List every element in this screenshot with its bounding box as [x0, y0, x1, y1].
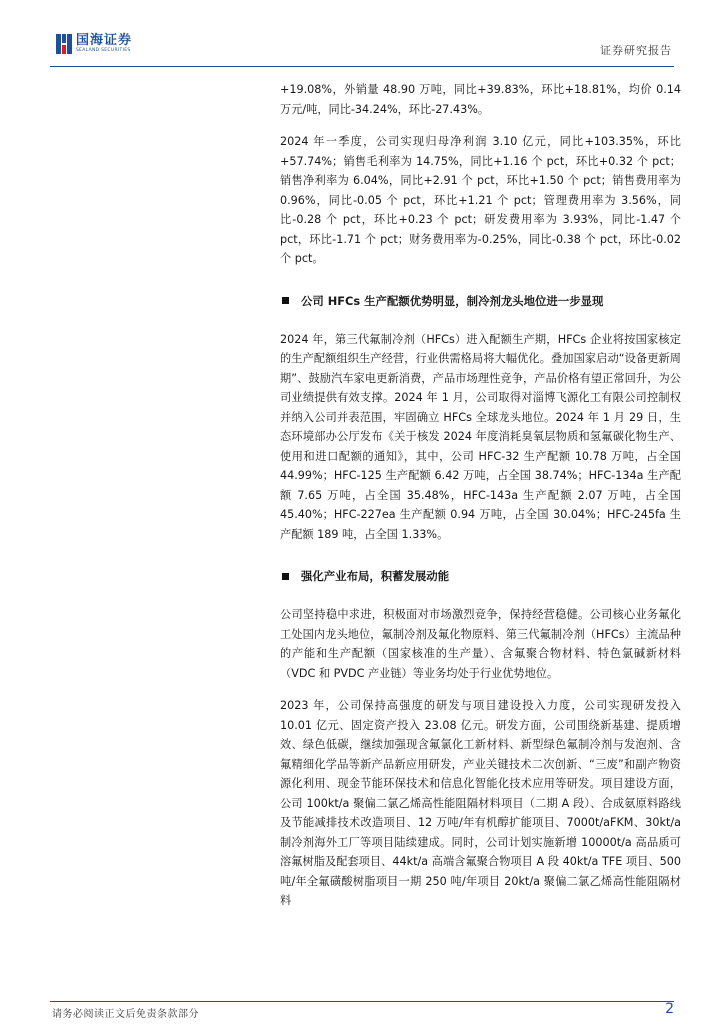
report-type-label: 证券研究报告 [600, 44, 672, 57]
report-body [280, 80, 681, 911]
logo-name-cn: 国海证券 [76, 33, 133, 48]
section-heading-layout [280, 566, 681, 586]
paragraph-rd-projects: 2023 年，公司保持高强度的研发与项目建设投入力度，公司实现研发投入 10.01 亿元、固定资产投入 23.08 亿元。研发方面，公司围绕新基建、提质增效、绿色低碳，继续加强现含氟氯化工新材料、新型绿色氟制冷剂与发泡剂、含氟精细化学品等新产品新应用研发，产业关键技术二次创新、“三废”和副产物资源化利用、现金节能环保技术和信息化智能化技术应用等研发。项目建设方面，公司 100kt/a 聚偏二氯乙烯高性能阻隔材料项目（二期 A 段）、合成氨原料路线及节能减排技术改造项目、12 万吨/年有机醇扩能项目、7000t/aFKM、30kt/a 制冷剂海外工厂等项目陆续建成。同时，公司计划实施新增 10000t/a 高品质可溶氟树脂及配套项目、44kt/a 高端含氟聚合物项目 A 段 40kt/a TFE 项目、500 吨/年全氟磺酸树脂项目一期 250 吨/年项目 20kt/a 聚偏二氯乙烯高性能阻隔材料 [280, 699, 681, 907]
logo-name-en: SEALAND SECURITIES [76, 48, 131, 53]
company-logo [56, 30, 132, 58]
paragraph-q1-results: 2024 年一季度，公司实现归母净利润 3.10 亿元，同比+103.35%，环比+57.74%；销售毛利率为 14.75%，同比+1.16 个 pct，环比+0.32 个 pct；销售净利率为 6.04%，同比+2.91 个 pct，环比+1.50 个 pct；销售费用率为 0.96%，同比-0.05 个 pct，环比+1.21 个 pct；管理费用率为 3.56%，同比-0.28 个 pct，环比+0.23 个 pct；研发费用率为 3.93%，同比-1.47 个 pct，环比-1.71 个 pct；财务费用率为-0.25%，同比-0.38 个 pct，环比-0.02 个 pct。 [280, 135, 681, 265]
paragraph-sales: +19.08%，外销量 48.90 万吨，同比+39.83%，环比+18.81%，均价 0.14 万元/吨，同比-34.24%，环比-27.43%。 [280, 83, 681, 116]
section-heading-text: 公司 HFCs 生产配额优势明显，制冷剂龙头地位进一步显现 [301, 293, 604, 308]
section-heading-hfcs [280, 291, 681, 311]
disclaimer-note: 请务必阅读正文后免责条款部分 [52, 1009, 199, 1020]
paragraph-core-business: 公司坚持稳中求进，积极面对市场激烈竞争，保持经营稳健。公司核心业务氟化工处国内龙头地位，氟制冷剂及氟化物原料、第三代氟制冷剂（HFCs）主流品种的产能和生产配额（国家核准的生产量）、含氟聚合物材料、特色氯碱新材料（VDC 和 PVDC 产业链）等业务均处于行业优势地位。 [280, 608, 681, 680]
logo-mark-icon [56, 33, 72, 55]
square-bullet-icon [282, 573, 289, 580]
footer-divider [50, 1001, 674, 1002]
header-divider [50, 66, 674, 67]
square-bullet-icon [282, 297, 289, 304]
section-heading-text: 强化产业布局，积蓄发展动能 [301, 569, 450, 583]
paragraph-hfcs-quota: 2024 年，第三代氟制冷剂（HFCs）进入配额生产期，HFCs 企业将按国家核定的生产配额组织生产经营，行业供需格局将大幅优化。叠加国家启动“设备更新周期”、鼓励汽车家电更新消费，产品市场理性竞争，产品价格有望正常回升，为公司业绩提供有效支撑。2024 年 1 月，公司取得对淄博飞源化工有限公司控制权并纳入公司并表范围，牢固确立 HFCs 全球龙头地位。2024 年 1 月 29 日，生态环境部办公厅发布《关于核发 2024 年度消耗臭氧层物质和氢氟碳化物生产、使用和进口配额的通知》，其中，公司 HFC-32 生产配额 10.78 万吨，占全国 44.99%；HFC-125 生产配额 6.42 万吨，占全国 38.74%；HFC-134a 生产配额 7.65 万吨，占全国 35.48%，HFC-143a 生产配额 2.07 万吨，占全国 45.40%；HFC-227ea 生产配额 0.94 万吨，占全国 30.04%；HFC-245fa 生产配额 189 吨，占全国 1.33%。 [280, 332, 681, 541]
page-number: 2 [665, 1001, 674, 1017]
